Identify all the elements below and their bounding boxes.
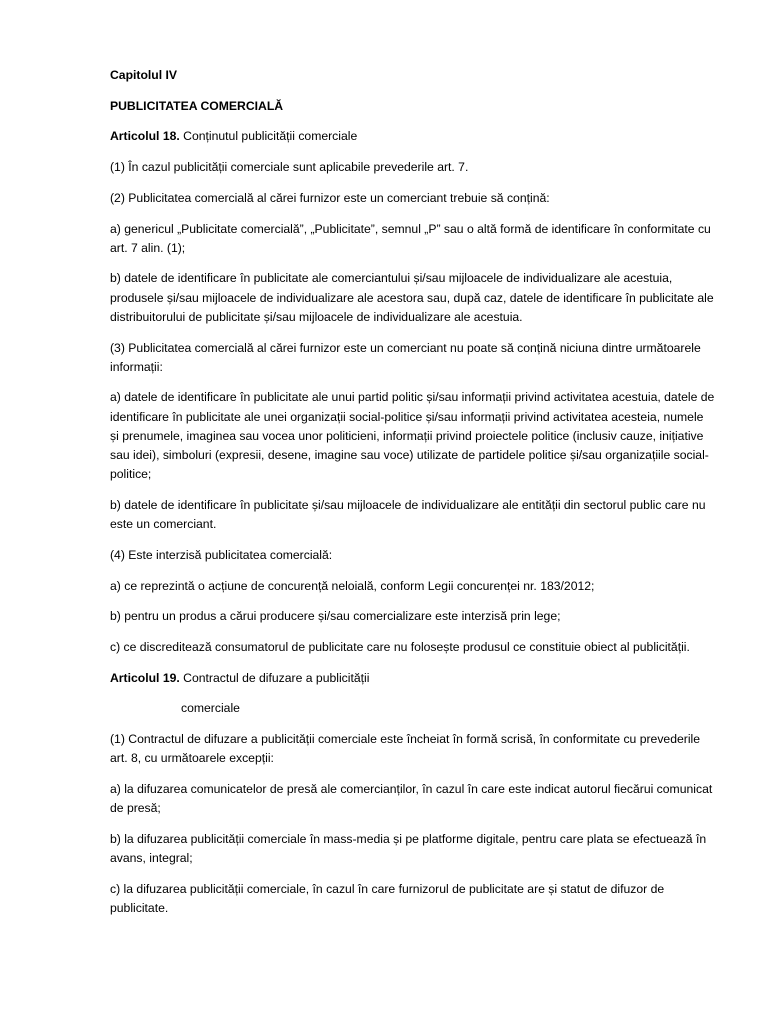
article-19-title: Contractul de difuzare a publicității <box>179 670 370 685</box>
art18-paragraph-4b: b) pentru un produs a cărui producere și/sau comercializare este interzisă prin lege; <box>110 609 561 624</box>
document-page <box>110 66 715 930</box>
section-title: PUBLICITATEA COMERCIALĂ <box>110 98 284 113</box>
article-18-title: Conținutul publicității comerciale <box>179 129 358 144</box>
art19-paragraph-1a: a) la difuzarea comunicatelor de presă ale comercianților, în cazul în care este indicat autorul fiecărui comunicat de presă; <box>110 781 713 816</box>
article-19-title-continuation: comerciale <box>181 701 240 716</box>
art18-paragraph-1: (1) În cazul publicității comerciale sunt aplicabile prevederile art. 7. <box>110 160 469 175</box>
chapter-heading: Capitolul IV <box>110 68 178 82</box>
art18-paragraph-3b: b) datele de identificare în publicitate și/sau mijloacele de individualizare ale entității din sectorul public care nu este un comerciant. <box>110 497 706 532</box>
art18-paragraph-2a: a) genericul „Publicitate comercială”, „Publicitate”, semnul „P” sau o altă formă de identificare în conformitate cu art. 7 alin. (1); <box>110 221 711 255</box>
article-19-label: Articolul 19. <box>110 670 180 685</box>
art18-paragraph-3a: a) datele de identificare în publicitate ale unui partid politic și/sau informații privind activitatea acestuia, datele de identificare în publicitate ale unei organizații social-politice și/sau informații privind activitatea acesteia, numele și prenumele, imaginea sau vocea unor politicieni, informații privind proiectele politice (inclusiv cauze, inițiative sau idei), simboluri (expresii, desene, imagine sau voce) utilizate de partidele politice și/sau organizațiile social-politice; <box>110 390 715 482</box>
art19-paragraph-1c: c) la difuzarea publicității comerciale, în cazul în care furnizorul de publicitate are și statut de difuzor de publicitate. <box>110 881 665 915</box>
art18-paragraph-3: (3) Publicitatea comercială al cărei furnizor este un comerciant nu poate să conțină niciuna dintre următoarele informații: <box>110 340 701 374</box>
art18-paragraph-2b: b) datele de identificare în publicitate ale comerciantului și/sau mijloacele de individualizare ale acestuia, produsele și/sau mijloacele de individualizare ale acestora sau, după caz, datele de identificare în publicitate ale distribuitorului de publicitate și/sau mijloacele de individualizare ale acestuia. <box>110 271 714 324</box>
article-18-label: Articolul 18. <box>110 129 180 144</box>
art19-paragraph-1b: b) la difuzarea publicității comerciale în mass-media și pe platforme digitale, pentru care plata se efectuează în avans, integral; <box>110 831 707 866</box>
art19-paragraph-1: (1) Contractul de difuzare a publicității comerciale este încheiat în formă scrisă, în conformitate cu prevederile art. 8, cu următoarele excepții: <box>110 732 701 766</box>
art18-paragraph-4c: c) ce discreditează consumatorul de publicitate care nu folosește produsul ce constituie obiect al publicității. <box>110 639 690 654</box>
art18-paragraph-4: (4) Este interzisă publicitatea comercială: <box>110 547 333 562</box>
article-18-heading <box>110 127 715 146</box>
article-19-heading <box>110 669 715 688</box>
art18-paragraph-4a: a) ce reprezintă o acțiune de concurență neloială, conform Legii concurenței nr. 183/2012; <box>110 578 595 593</box>
art18-paragraph-2: (2) Publicitatea comercială al cărei furnizor este un comerciant trebuie să conțină: <box>110 190 550 205</box>
